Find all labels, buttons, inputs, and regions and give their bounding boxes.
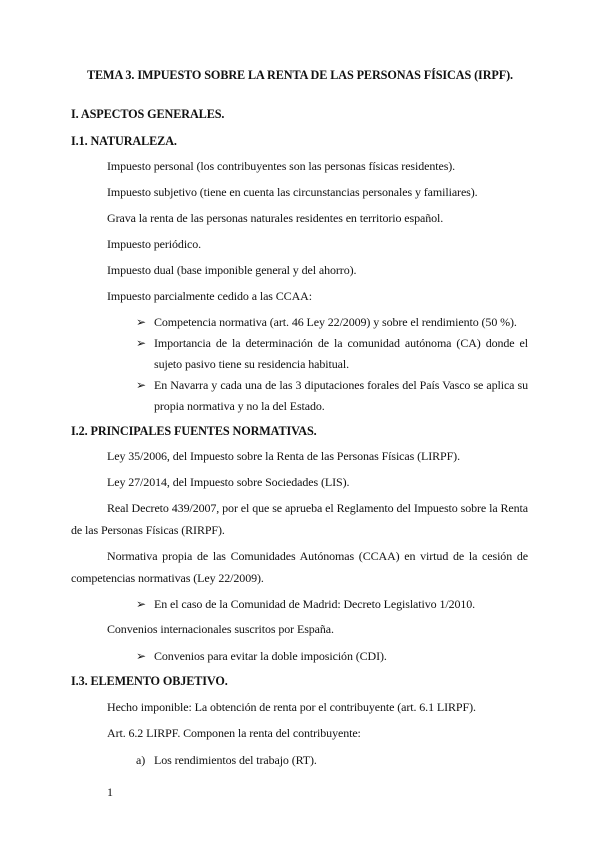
paragraph-real-decreto: Real Decreto 439/2007, por el que se aprueba el Reglamento del Impuesto sobre la Renta de las Personas Físicas (RIRPF). [71, 501, 528, 537]
list-marker: a) [136, 753, 146, 767]
list-item [136, 750, 528, 771]
bullet-text: Competencia normativa (art. 46 Ley 22/2009) y sobre el rendimiento (50 %). [154, 315, 517, 329]
arrow-bullet-icon: ➢ [136, 336, 146, 350]
arrow-bullet-icon: ➢ [136, 315, 146, 329]
bullet-item [136, 646, 528, 667]
page-number: 1 [107, 785, 113, 799]
list-item-text: Los rendimientos del trabajo (RT). [154, 753, 317, 767]
paragraph-impuesto-dual: Impuesto dual (base imponible general y del ahorro). [107, 263, 357, 277]
paragraph-ley-35-2006: Ley 35/2006, del Impuesto sobre la Renta de las Personas Físicas (LIRPF). [107, 449, 460, 463]
paragraph-impuesto-personal: Impuesto personal (los contribuyentes son las personas físicas residentes). [107, 159, 456, 173]
paragraph-convenios: Convenios internacionales suscritos por España. [107, 622, 334, 636]
section-heading-elemento-objetivo: I.3. ELEMENTO OBJETIVO. [71, 674, 228, 688]
section-heading-aspectos-generales: I. ASPECTOS GENERALES. [71, 107, 225, 121]
paragraph-normativa-ccaa: Normativa propia de las Comunidades Autónomas (CCAA) en virtud de la cesión de competencias normativas (Ley 22/2009). [71, 549, 528, 585]
bullet-text: Importancia de la determinación de la comunidad autónoma (CA) donde el sujeto pasivo tiene su residencia habitual. [154, 336, 528, 371]
bullet-item [136, 312, 528, 333]
paragraph-hecho-imponible: Hecho imponible: La obtención de renta por el contribuyente (art. 6.1 LIRPF). [107, 700, 476, 714]
document-title: TEMA 3. IMPUESTO SOBRE LA RENTA DE LAS PERSONAS FÍSICAS (IRPF). [87, 68, 513, 82]
paragraph-impuesto-periodico: Impuesto periódico. [107, 237, 202, 251]
bullet-text: En el caso de la Comunidad de Madrid: Decreto Legislativo 1/2010. [154, 597, 476, 611]
bullet-text: En Navarra y cada una de las 3 diputaciones forales del País Vasco se aplica su propia normativa y no la del Estado. [154, 378, 528, 413]
bullet-item [136, 333, 528, 375]
paragraph-ley-27-2014: Ley 27/2014, del Impuesto sobre Sociedades (LIS). [107, 475, 350, 489]
bullet-item [136, 375, 528, 417]
bullet-item [136, 594, 528, 615]
paragraph-impuesto-subjetivo: Impuesto subjetivo (tiene en cuenta las circunstancias personales y familiares). [107, 185, 478, 199]
bullet-text: Convenios para evitar la doble imposición (CDI). [154, 649, 387, 663]
section-heading-naturaleza: I.1. NATURALEZA. [71, 134, 177, 148]
arrow-bullet-icon: ➢ [136, 597, 146, 611]
paragraph-parcialmente-cedido: Impuesto parcialmente cedido a las CCAA: [107, 289, 312, 303]
arrow-bullet-icon: ➢ [136, 649, 146, 663]
paragraph-grava-renta: Grava la renta de las personas naturales residentes en territorio español. [107, 211, 444, 225]
paragraph-art-6-2: Art. 6.2 LIRPF. Componen la renta del contribuyente: [107, 726, 361, 740]
arrow-bullet-icon: ➢ [136, 378, 146, 392]
section-heading-fuentes-normativas: I.2. PRINCIPALES FUENTES NORMATIVAS. [71, 424, 317, 438]
